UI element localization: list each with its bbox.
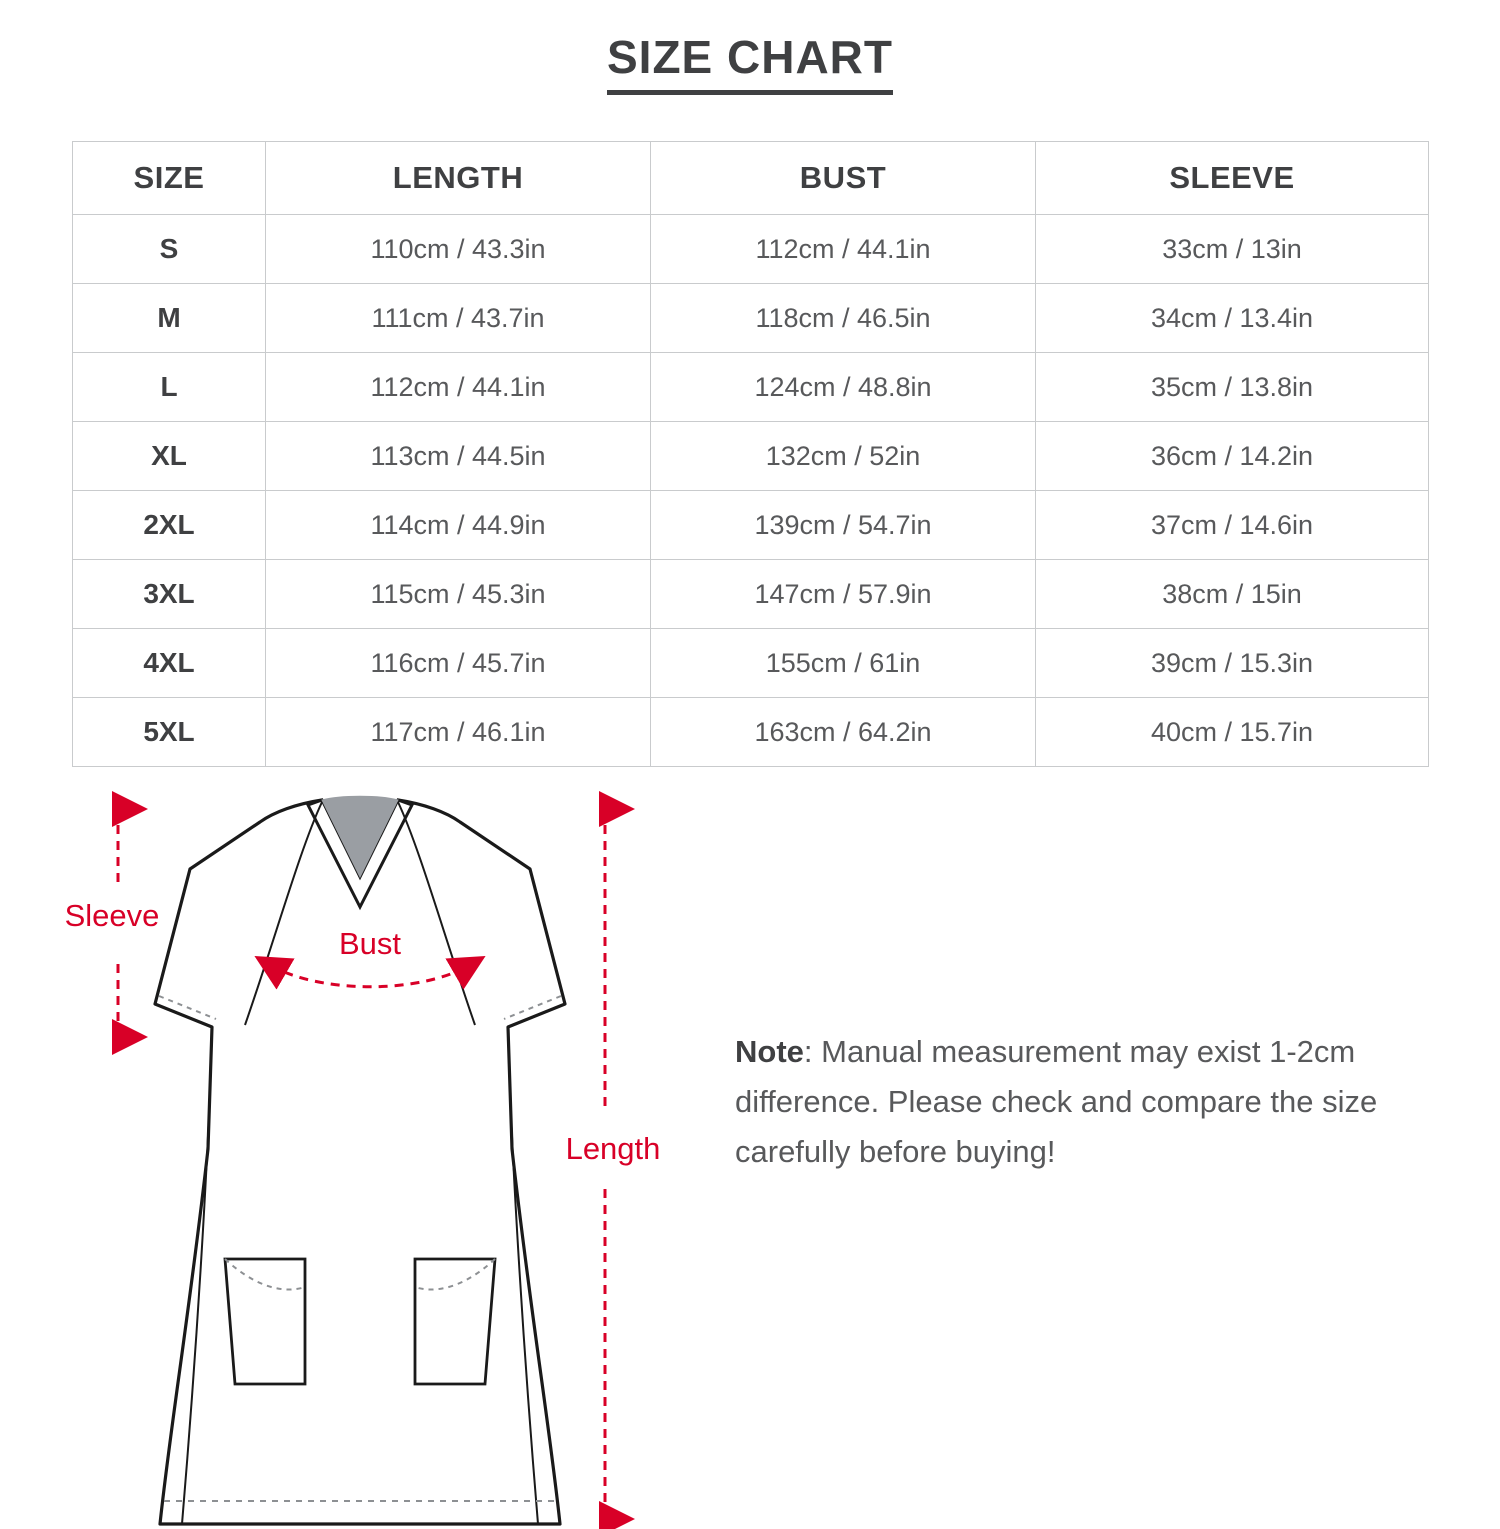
cell-length: 116cm / 45.7in xyxy=(266,629,651,698)
cell-sleeve: 34cm / 13.4in xyxy=(1036,284,1429,353)
cell-length: 113cm / 44.5in xyxy=(266,422,651,491)
column-header-length: LENGTH xyxy=(266,142,651,215)
table-row xyxy=(73,629,1429,698)
dress-drawing xyxy=(155,796,565,1524)
size-chart-table xyxy=(72,141,1429,767)
table-row xyxy=(73,422,1429,491)
length-label: Length xyxy=(565,1131,661,1166)
cell-size: M xyxy=(73,284,266,353)
cell-sleeve: 37cm / 14.6in xyxy=(1036,491,1429,560)
column-header-sleeve: SLEEVE xyxy=(1036,142,1429,215)
bust-label: Bust xyxy=(338,926,402,961)
table-row xyxy=(73,560,1429,629)
cell-sleeve: 39cm / 15.3in xyxy=(1036,629,1429,698)
table-row xyxy=(73,491,1429,560)
cell-size: 3XL xyxy=(73,560,266,629)
cell-bust: 124cm / 48.8in xyxy=(651,353,1036,422)
cell-bust: 132cm / 52in xyxy=(651,422,1036,491)
cell-sleeve: 38cm / 15in xyxy=(1036,560,1429,629)
cell-size: XL xyxy=(73,422,266,491)
cell-sleeve: 33cm / 13in xyxy=(1036,215,1429,284)
title-container xyxy=(0,0,1500,95)
note-body: : Manual measurement may exist 1-2cm difference. Please check and compare the size carefully before buying! xyxy=(735,1034,1378,1170)
sleeve-label: Sleeve xyxy=(64,898,160,933)
cell-sleeve: 36cm / 14.2in xyxy=(1036,422,1429,491)
table-row xyxy=(73,215,1429,284)
lower-section xyxy=(0,789,1500,1529)
table-row xyxy=(73,698,1429,767)
cell-bust: 118cm / 46.5in xyxy=(651,284,1036,353)
cell-length: 110cm / 43.3in xyxy=(266,215,651,284)
table-row xyxy=(73,284,1429,353)
cell-size: 5XL xyxy=(73,698,266,767)
cell-size: 4XL xyxy=(73,629,266,698)
cell-size: L xyxy=(73,353,266,422)
cell-bust: 147cm / 57.9in xyxy=(651,560,1036,629)
cell-bust: 139cm / 54.7in xyxy=(651,491,1036,560)
dress-illustration xyxy=(60,789,700,1529)
cell-length: 115cm / 45.3in xyxy=(266,560,651,629)
column-header-bust: BUST xyxy=(651,142,1036,215)
cell-length: 112cm / 44.1in xyxy=(266,353,651,422)
cell-bust: 112cm / 44.1in xyxy=(651,215,1036,284)
note-text xyxy=(735,1027,1425,1178)
page-title: SIZE CHART xyxy=(607,30,893,95)
note-label: Note xyxy=(735,1034,804,1069)
cell-size: 2XL xyxy=(73,491,266,560)
table-header-row xyxy=(73,142,1429,215)
cell-sleeve: 35cm / 13.8in xyxy=(1036,353,1429,422)
cell-length: 114cm / 44.9in xyxy=(266,491,651,560)
cell-sleeve: 40cm / 15.7in xyxy=(1036,698,1429,767)
cell-bust: 155cm / 61in xyxy=(651,629,1036,698)
cell-size: S xyxy=(73,215,266,284)
table-row xyxy=(73,353,1429,422)
cell-length: 117cm / 46.1in xyxy=(266,698,651,767)
cell-bust: 163cm / 64.2in xyxy=(651,698,1036,767)
size-table-container xyxy=(72,141,1428,767)
column-header-size: SIZE xyxy=(73,142,266,215)
cell-length: 111cm / 43.7in xyxy=(266,284,651,353)
